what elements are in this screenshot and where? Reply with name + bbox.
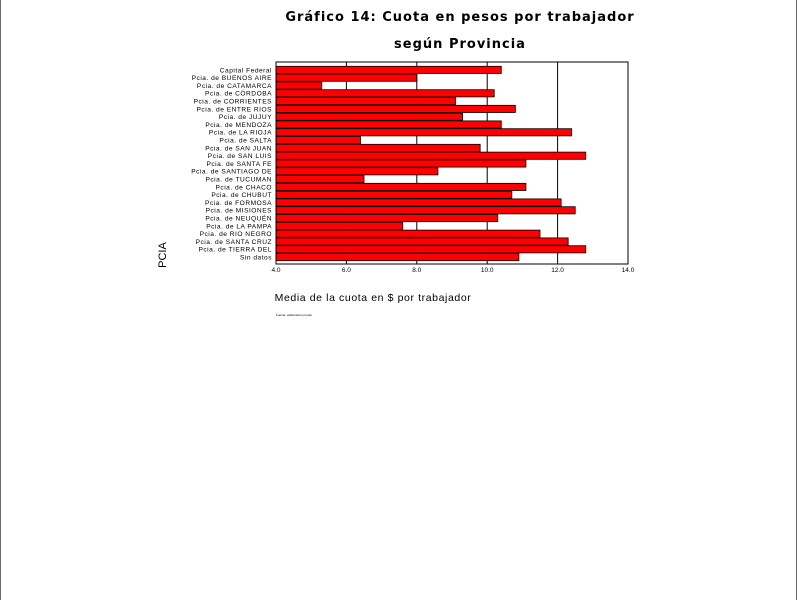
- bar: [276, 90, 494, 97]
- bar: [276, 137, 360, 144]
- category-label: Pcia. de SALTA: [219, 137, 272, 145]
- category-label: Pcia. de SAN LUIS: [207, 153, 272, 161]
- bar: [276, 144, 480, 151]
- category-label: Pcia. de FORMOSA: [205, 199, 272, 207]
- chart-subtitle: según Provincia: [394, 37, 526, 52]
- bar: [276, 168, 438, 175]
- bar: [276, 98, 456, 105]
- bars: [276, 66, 586, 260]
- category-label: Pcia. de TUCUMAN: [205, 176, 272, 184]
- category-label: Pcia. de SANTA CRUZ: [195, 238, 272, 246]
- category-label: Pcia. de NEUQUÉN: [205, 215, 272, 223]
- bar: [276, 176, 364, 183]
- bar: [276, 207, 575, 214]
- bar: [276, 254, 519, 261]
- bar: [276, 230, 540, 237]
- category-label: Pcia. de SANTIAGO DE: [191, 168, 272, 176]
- category-label: Pcia. de CORRIENTES: [193, 98, 272, 106]
- category-label: Pcia. de TIERRA DEL: [198, 246, 272, 254]
- x-tick-label: 12.0: [551, 267, 564, 274]
- bar: [276, 113, 463, 120]
- category-label: Pcia. de ENTRE RIOS: [196, 106, 272, 114]
- bar: [276, 183, 526, 190]
- category-label: Pcia. de CÓRDOBA: [205, 90, 272, 98]
- bar: [276, 74, 417, 81]
- x-tick-label: 4.0: [271, 267, 281, 274]
- footnote: Fuente: elaboración propia: [276, 313, 312, 317]
- x-tick-label: 8.0: [412, 267, 422, 274]
- category-label: Pcia. de SAN JUAN: [205, 145, 272, 153]
- bar: [276, 199, 561, 206]
- bar: [276, 105, 515, 112]
- bar: [276, 121, 501, 128]
- category-label: Pcia. de BUENOS AIRE: [191, 75, 272, 83]
- bar: [276, 82, 322, 89]
- category-label: Pcia. de CHUBUT: [211, 192, 272, 200]
- bar: [276, 238, 568, 245]
- bar: [276, 129, 572, 136]
- bar: [276, 66, 501, 73]
- category-label: Pcia. de MENDOZA: [205, 121, 272, 129]
- category-label: Pcia. de CHACO: [215, 184, 272, 192]
- bar: [276, 222, 403, 229]
- category-label: Pcia. de RIO NEGRO: [199, 231, 272, 239]
- category-label: Pcia. de SANTA FE: [206, 160, 272, 168]
- x-tick-label: 6.0: [341, 267, 351, 274]
- y-axis-label: PCIA: [157, 242, 169, 268]
- bar: [276, 246, 586, 253]
- category-label: Pcia. de LA RIOJA: [208, 129, 272, 137]
- x-tick-labels: [271, 267, 634, 274]
- category-label: Capital Federal: [219, 67, 272, 75]
- category-label: Pcia. de CATAMARCA: [196, 82, 272, 90]
- bar: [276, 152, 586, 159]
- x-tick-label: 10.0: [480, 267, 494, 274]
- category-label: Sin datos: [240, 254, 272, 262]
- bar: [276, 160, 526, 167]
- category-labels: [191, 67, 272, 261]
- category-label: Pcia. de JUJUY: [218, 114, 272, 122]
- category-label: Pcia. de MISIONES: [205, 207, 272, 215]
- chart-title: Gráfico 14: Cuota en pesos por trabajador: [285, 10, 635, 25]
- bar: [276, 191, 512, 198]
- category-label: Pcia. de LA PAMPA: [206, 223, 272, 231]
- bar: [276, 215, 498, 222]
- x-tick-label: 14.0: [621, 267, 635, 274]
- x-axis-label: Media de la cuota en $ por trabajador: [274, 292, 472, 304]
